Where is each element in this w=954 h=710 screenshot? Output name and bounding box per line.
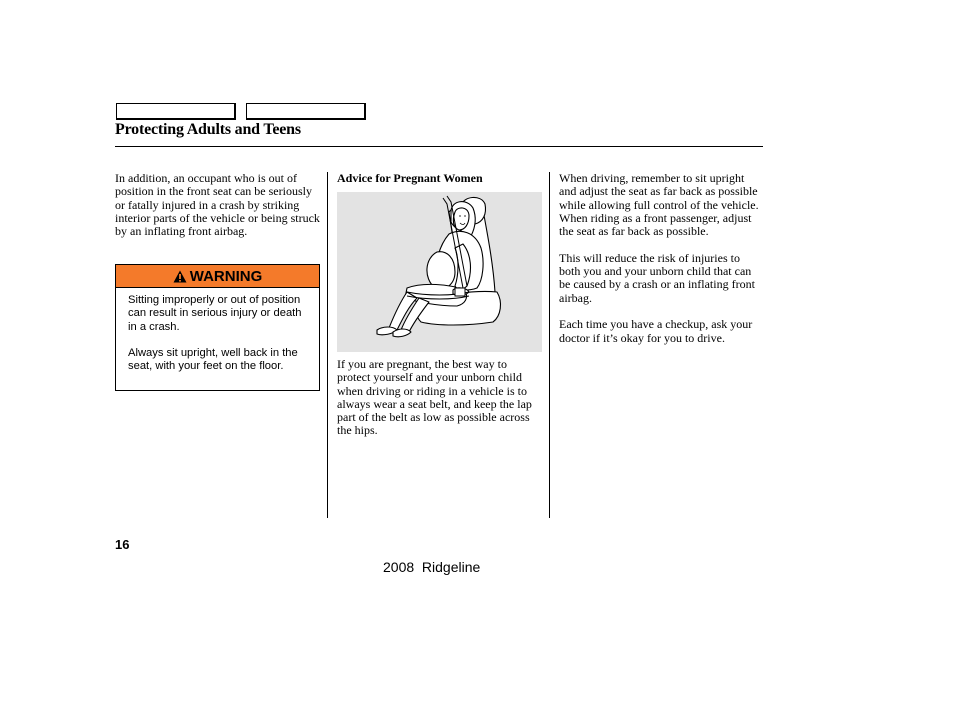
column3-text-block [559,172,759,345]
column1-paragraph [115,172,323,238]
column2-paragraph [337,358,543,438]
column-divider-2 [549,172,550,518]
footer-model: 2008 Ridgeline [383,559,481,575]
column1-text: In addition, an occupant who is out of position in the front seat can be seriously or fatally injured in a crash by striking interior parts of the vehicle or being struck by an inflating front airbag. [115,171,320,239]
pregnant-advice-heading: Advice for Pregnant Women [337,171,483,185]
title-rule [115,146,763,147]
column-divider-1 [327,172,328,518]
column2-text: If you are pregnant, the best way to protect yourself and your unborn child when driving or riding in a vehicle is to always wear a seat belt, and keep the lap part of the belt as low as possible across the hips. [337,357,532,438]
column3-paragraph-3: Each time you have a checkup, ask your doctor if it’s okay for you to drive. [559,317,753,345]
column3-paragraph-2: This will reduce the risk of injuries to both you and your unborn child that can be caused by a crash or an inflating front airbag. [559,250,755,305]
illustration-drawing [337,192,542,352]
warning-paragraph-1: Sitting improperly or out of position can result in serious injury or death in a crash. [128,294,302,333]
warning-paragraph-2: Always sit upright, well back in the seat, with your feet on the floor. [128,347,298,373]
warning-header [116,265,319,288]
warning-label: WARNING [189,267,263,285]
nav-tab-2[interactable] [246,103,366,120]
warning-box [115,264,320,391]
warning-triangle-icon [173,270,187,283]
section-title: Protecting Adults and Teens [115,121,301,138]
pregnant-woman-wearing-seat-belt-illustration [337,192,542,352]
nav-tab-1[interactable] [116,103,236,120]
page-number: 16 [115,537,130,552]
column3-paragraph-1: When driving, remember to sit upright and adjust the seat as far back as possible while allowing full control of the vehicle. When riding as a front passenger, adjust the seat as far back as possible. [559,171,759,239]
warning-body [116,288,319,374]
